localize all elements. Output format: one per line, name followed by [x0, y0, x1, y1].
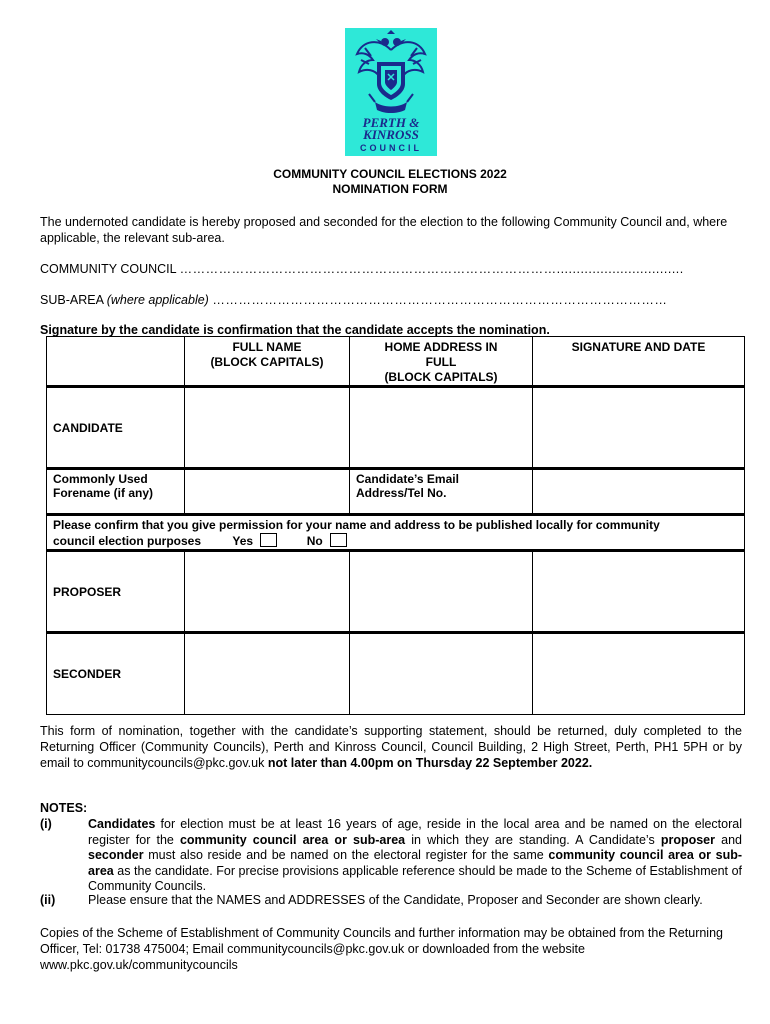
table-row-forename: [47, 469, 745, 515]
candidate-signature-cell[interactable]: [533, 387, 745, 469]
sub-area-label: SUB-AREA: [40, 293, 104, 307]
candidate-name-cell[interactable]: [185, 387, 350, 469]
permission-no-label: No: [306, 534, 323, 548]
council-logo: [345, 28, 437, 156]
header-blank-cell: [47, 337, 185, 387]
logo-text-kinross: KINROSS: [363, 127, 419, 142]
permission-no-checkbox[interactable]: [330, 533, 347, 547]
table-row-proposer: [47, 551, 745, 633]
sub-area-hint: (where applicable): [106, 293, 209, 307]
closing-text: This form of nomination, together with the candidate’s supporting statement, should be returned, duly completed to the Returning Officer (Community Councils), Perth and Kinross Council, Council Building, 2 High Street, Perth, PH1 5PH or by email to communitycouncils@pkc.gov.uk: [40, 724, 742, 770]
note-1-body: Candidates for election must be at least 16 years of age, reside in the local area and be named on the electoral register for the community council area or sub-area in which they are standing. A Candidate’s proposer and seconder must also reside and be named on the electoral register for the same community council area or sub-area as the candidate. For precise provisions applicable reference should be made to the Scheme of Establishment of Community Councils.: [88, 817, 742, 893]
note-1-number: (i): [40, 817, 52, 831]
candidate-address-cell[interactable]: [350, 387, 533, 469]
note-2: [40, 893, 742, 909]
seconder-address-cell[interactable]: [350, 633, 533, 715]
note-2-number: (ii): [40, 893, 56, 907]
permission-text-line1: Please confirm that you give permission for your name and address to be published locally for community: [53, 518, 660, 532]
proposer-name-cell[interactable]: [185, 551, 350, 633]
header-signature-date: SIGNATURE AND DATE: [533, 337, 745, 387]
notes-heading: NOTES:: [40, 801, 88, 815]
seconder-signature-cell[interactable]: [533, 633, 745, 715]
note-1: [40, 817, 742, 895]
logo-text-perth: PERTH &: [362, 115, 420, 130]
copies-paragraph: Copies of the Scheme of Establishment of Community Councils and further information may be obtained from the Returning Officer, Tel: 01738 475004; Email communitycouncils@pkc.gov.uk or downloaded from the website www.pkc.gov.uk/communitycouncils: [40, 926, 723, 972]
forename-cell[interactable]: [185, 469, 350, 515]
seconder-label: SECONDER: [47, 633, 185, 715]
header-home-address: HOME ADDRESS IN FULL (BLOCK CAPITALS): [350, 337, 533, 387]
table-row-seconder: [47, 633, 745, 715]
permission-yes-checkbox[interactable]: [260, 533, 277, 547]
intro-paragraph: The undernoted candidate is hereby proposed and seconded for the election to the following Community Council and, where applicable, the relevant sub-area.: [40, 215, 728, 245]
permission-cell: [47, 515, 745, 551]
header-full-name: FULL NAME (BLOCK CAPITALS): [185, 337, 350, 387]
closing-deadline: not later than 4.00pm on Thursday 22 September 2022.: [267, 756, 593, 770]
community-council-label: COMMUNITY COUNCIL: [40, 262, 177, 276]
table-row-permission: [47, 515, 745, 551]
sub-area-field[interactable]: [40, 293, 667, 307]
community-council-dots: ……………………………………………………………………………................................: [179, 262, 684, 276]
email-label: Candidate’s Email Address/Tel No.: [350, 469, 533, 515]
seconder-name-cell[interactable]: [185, 633, 350, 715]
form-subtitle: NOMINATION FORM: [332, 182, 448, 196]
forename-label: Commonly Used Forename (if any): [47, 469, 185, 515]
table-row-candidate: [47, 387, 745, 469]
proposer-label: PROPOSER: [47, 551, 185, 633]
signature-note: Signature by the candidate is confirmation that the candidate accepts the nomination.: [40, 323, 550, 337]
candidate-label: CANDIDATE: [47, 387, 185, 469]
logo-text-council: COUNCIL: [360, 143, 422, 153]
crest-icon: [345, 28, 437, 118]
closing-paragraph: [40, 723, 742, 771]
form-title: COMMUNITY COUNCIL ELECTIONS 2022: [273, 167, 507, 181]
table-header-row: [47, 337, 745, 387]
proposer-signature-cell[interactable]: [533, 551, 745, 633]
sub-area-dots: ……………………………………………………………………………………………: [212, 293, 668, 307]
email-cell[interactable]: [533, 469, 745, 515]
permission-yes-label: Yes: [232, 534, 254, 548]
nomination-table: [46, 336, 745, 715]
note-2-body: Please ensure that the NAMES and ADDRESSES of the Candidate, Proposer and Seconder are shown clearly.: [88, 893, 703, 907]
community-council-field[interactable]: [40, 262, 684, 276]
proposer-address-cell[interactable]: [350, 551, 533, 633]
permission-text-line2: council election purposes: [53, 534, 202, 548]
